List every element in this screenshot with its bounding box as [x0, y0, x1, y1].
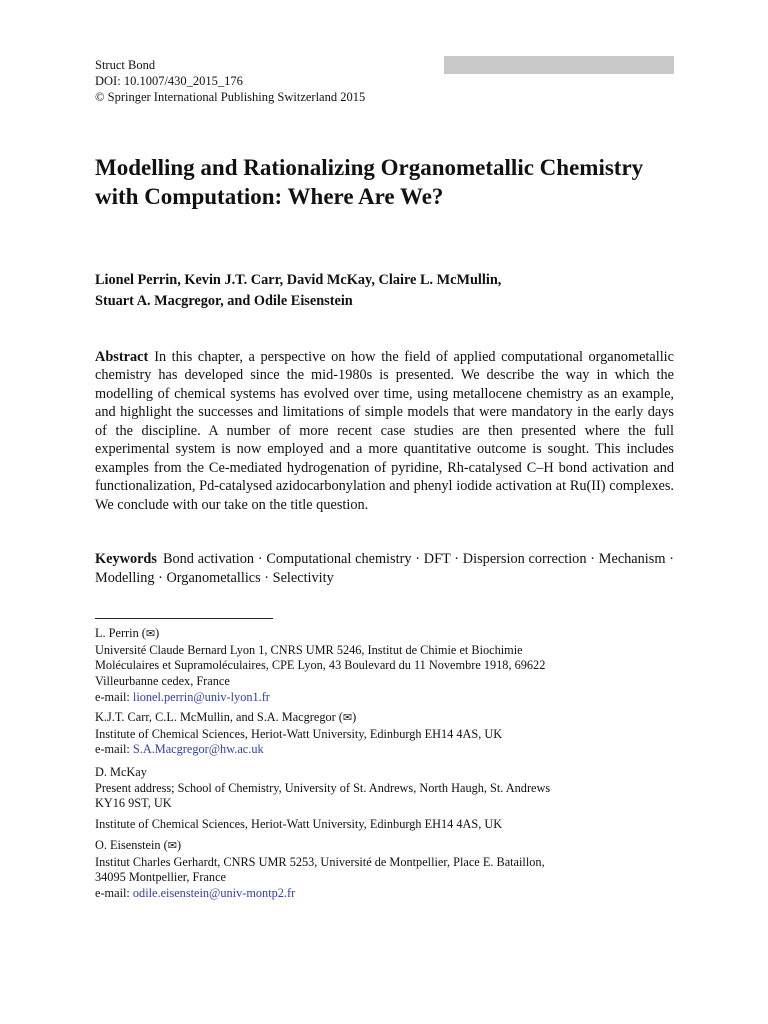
author-list [95, 270, 674, 312]
author-line-1: Lionel Perrin, Kevin J.T. Carr, David McKay, Claire L. McMullin, [95, 272, 502, 288]
keywords-label: Keywords [95, 551, 157, 567]
affiliation-carr [95, 710, 674, 758]
email-label: e-mail: [95, 689, 133, 704]
paren-close: ) [176, 838, 182, 852]
author-name: D. McKay [95, 765, 147, 779]
keywords [95, 550, 674, 587]
email-link-perrin[interactable]: lionel.perrin@univ-lyon1.fr [132, 689, 270, 704]
author-name: K.J.T. Carr, C.L. McMullin, and S.A. Macgregor ( [95, 710, 343, 724]
header-metadata [95, 57, 365, 105]
affiliation-line: 34095 Montpellier, France [95, 870, 226, 885]
author-line-2: Stuart A. Macgregor, and Odile Eisenstein [95, 293, 353, 309]
affiliation-heriot [95, 817, 674, 833]
journal-name: Struct Bond [95, 58, 156, 72]
affiliation-line: Institute of Chemical Sciences, Heriot-Watt University, Edinburgh EH14 4AS, UK [95, 726, 503, 741]
affiliation-line: KY16 9ST, UK [95, 796, 172, 811]
envelope-icon: ✉ [342, 712, 353, 724]
envelope-icon: ✉ [145, 628, 156, 640]
paper-title: Modelling and Rationalizing Organometallic Chemistry with Computation: Where Are We? [95, 155, 644, 209]
affiliation-line: Institut Charles Gerhardt, CNRS UMR 5253, Université de Montpellier, Place E. Bataillon, [95, 854, 545, 869]
affiliation-line: Moléculaires et Supramoléculaires, CPE Lyon, 43 Boulevard du 11 Novembre 1918, 69622 [95, 658, 546, 673]
author-name: L. Perrin ( [95, 626, 146, 640]
abstract [95, 348, 674, 514]
affiliation-eisenstein [95, 838, 674, 902]
paper-page [95, 0, 674, 1024]
email-label: e-mail: [95, 886, 133, 901]
affiliation-line: Present address; School of Chemistry, University of St. Andrews, North Haugh, St. Andrews [95, 780, 551, 795]
envelope-icon: ✉ [167, 840, 177, 852]
abstract-text: In this chapter, a perspective on how the field of applied computational organometallic chemistry has developed since the mid-1980s is presented. We describe the way in which the modelling of chemical systems has evolved over time, using metallocene chemistry as an example, and highlight the successes and limitations of simple models that were mandatory in the early days of the discipline. A number of more recent case studies are then presented where the full experimental system is now employed and a more quantitative outcome is sought. This includes examples from the Ce-mediated hydrogenation of pyridine, Rh-catalysed C–H bond activation and functionalization, Pd-catalysed azidocarbonylation and phenyl iodide activation at Ru(II) complexes. We conclude with our take on the title question. [95, 349, 674, 513]
email-link-macgregor[interactable]: S.A.Macgregor@hw.ac.uk [132, 742, 264, 757]
affiliation-line: Villeurbanne cedex, France [95, 674, 230, 689]
keywords-text: Bond activation · Computational chemistry · DFT · Dispersion correction · Mechanism · Modelling · Organometallics · Selectivity [95, 551, 674, 586]
affiliation-perrin [95, 626, 674, 706]
author-name: O. Eisenstein ( [95, 838, 168, 852]
affiliation-line: Université Claude Bernard Lyon 1, CNRS UMR 5246, Institut de Chimie et Biochimie [95, 642, 523, 657]
header-gray-bar [444, 56, 674, 74]
email-label: e-mail: [95, 742, 133, 757]
email-link-eisenstein[interactable]: odile.eisenstein@univ-montp2.fr [132, 886, 296, 901]
copyright: © Springer International Publishing Switzerland 2015 [95, 90, 366, 104]
paren-close: ) [352, 710, 357, 724]
abstract-label: Abstract [95, 349, 149, 365]
doi: DOI: 10.1007/430_2015_176 [95, 74, 243, 88]
affiliation-line: Institute of Chemical Sciences, Heriot-Watt University, Edinburgh EH14 4AS, UK [95, 817, 503, 831]
paren-close: ) [155, 626, 160, 640]
footnote-divider [95, 618, 273, 619]
affiliation-mckay [95, 765, 674, 812]
